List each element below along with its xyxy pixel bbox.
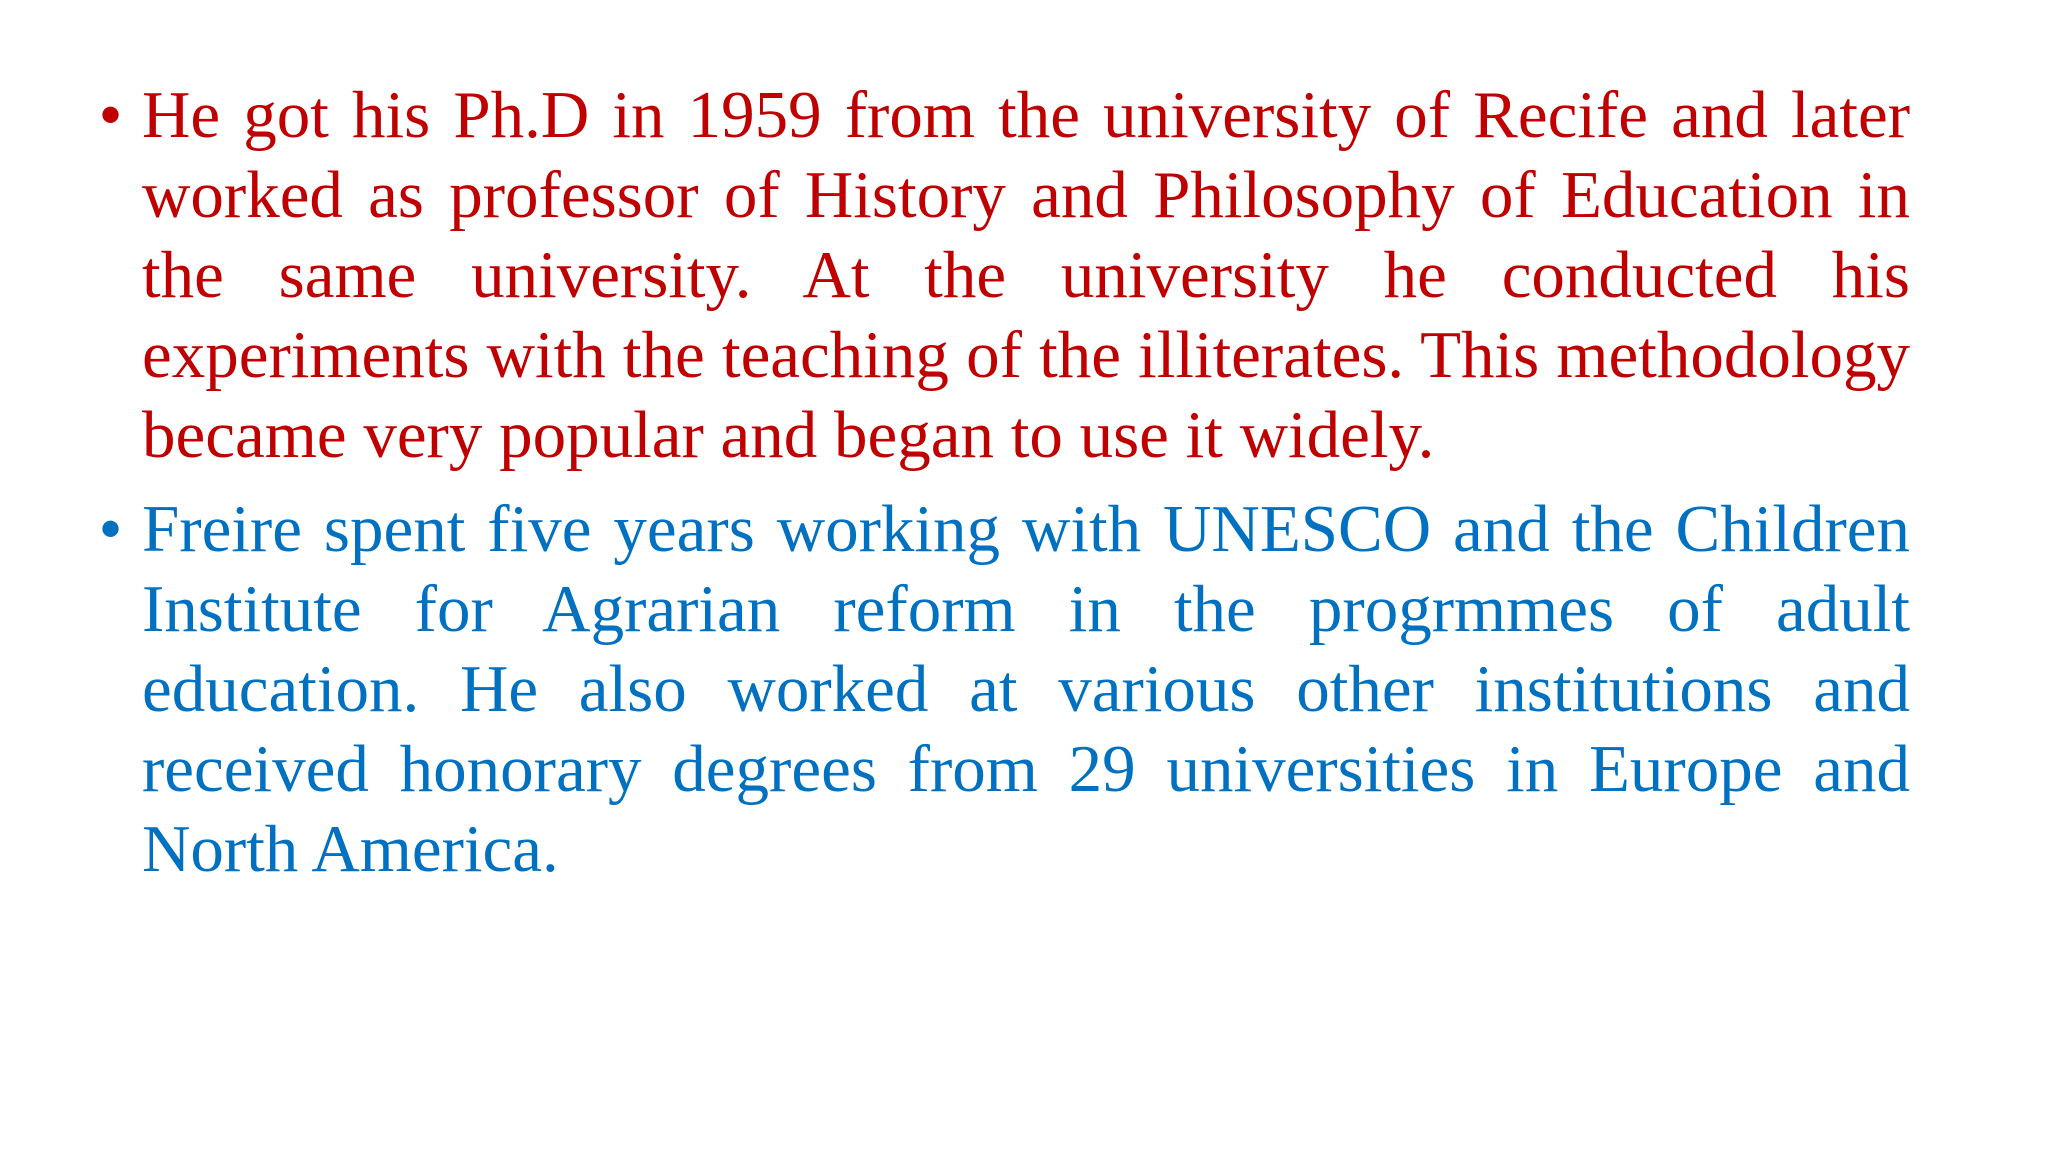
bullet-marker-icon: • [100,495,122,562]
bullet-list [100,75,1910,903]
bullet-text-unesco: Freire spent five years working with UNESCO and the Children Institute for Agrarian reform in the progrmmes of adult education. He also worked at various other institutions and received honorary degrees from 29 universities in Europe and North America. [142,492,1910,886]
bullet-text-phd: He got his Ph.D in 1959 from the university of Recife and later worked as professor of History and Philosophy of Education in the same university. At the university he conducted his experiments with the teaching of the illiterates. This methodology became very popular and began to use it widely. [142,78,1910,472]
bullet-item-unesco [100,489,1910,889]
bullet-item-phd [100,75,1910,475]
bullet-marker-icon: • [100,81,122,148]
